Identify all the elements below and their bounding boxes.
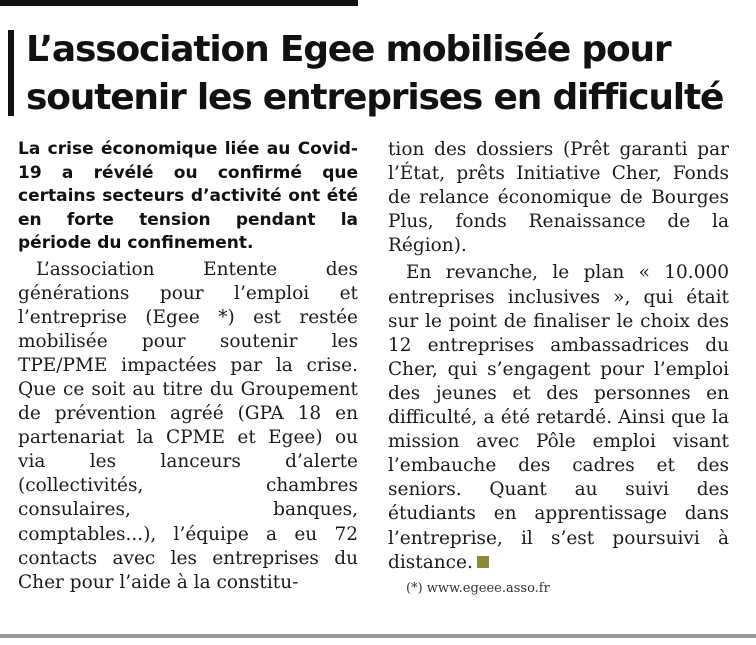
article-lead: La crise économique liée au Covid-19 a révélé ou confirmé que certains secteurs d’activité ont été en forte tension pendant la période du confinement. xyxy=(18,139,358,253)
end-mark-icon xyxy=(477,556,489,568)
headline-accent-bar xyxy=(8,30,14,116)
paragraph-2-text: En revanche, le plan « 10.000 entreprises inclusives », qui était sur le point de finaliser le choix des 12 entreprises ambassadrices du Cher, qui s’engagent pour l’emploi des jeunes et des personnes en difficulté, a été retardé. Ainsi que la mission avec Pôle emploi visant l’embauche des cadres et des seniors. Quant au suivi des étudiants en apprentissage dans l’entreprise, il s’est poursuivi à distance. xyxy=(388,262,729,573)
right-column xyxy=(388,138,729,596)
article-footnote: (*) www.egeee.asso.fr xyxy=(406,580,550,596)
left-column xyxy=(18,138,358,595)
article-paragraph-1: L’association Entente des générations pour l’emploi et l’entreprise (Egee *) est restée mobilisée pour soutenir les TPE/PME impactées par la crise. Que ce soit au titre du Groupement de prévention agréé (GPA 18 en partenariat la CPME et Egee) ou via les lanceurs d’alerte (collectivités, chambres consulaires, banques, comptables...), l’équipe a eu 72 contacts avec les entreprises du Cher pour l’aide à la constitu- xyxy=(18,258,358,593)
top-rule xyxy=(0,0,358,6)
article-headline: L’association Egee mobilisée pour soutenir les entreprises en difficulté xyxy=(26,29,724,118)
bottom-rule xyxy=(0,634,756,638)
article-paragraph-1-continued: tion des dossiers (Prêt garanti par l’État, prêts Initiative Cher, Fonds de relance économique de Bourges Plus, fonds Renaissance de la Région). xyxy=(388,139,729,257)
article-paragraph-2 xyxy=(388,261,729,574)
